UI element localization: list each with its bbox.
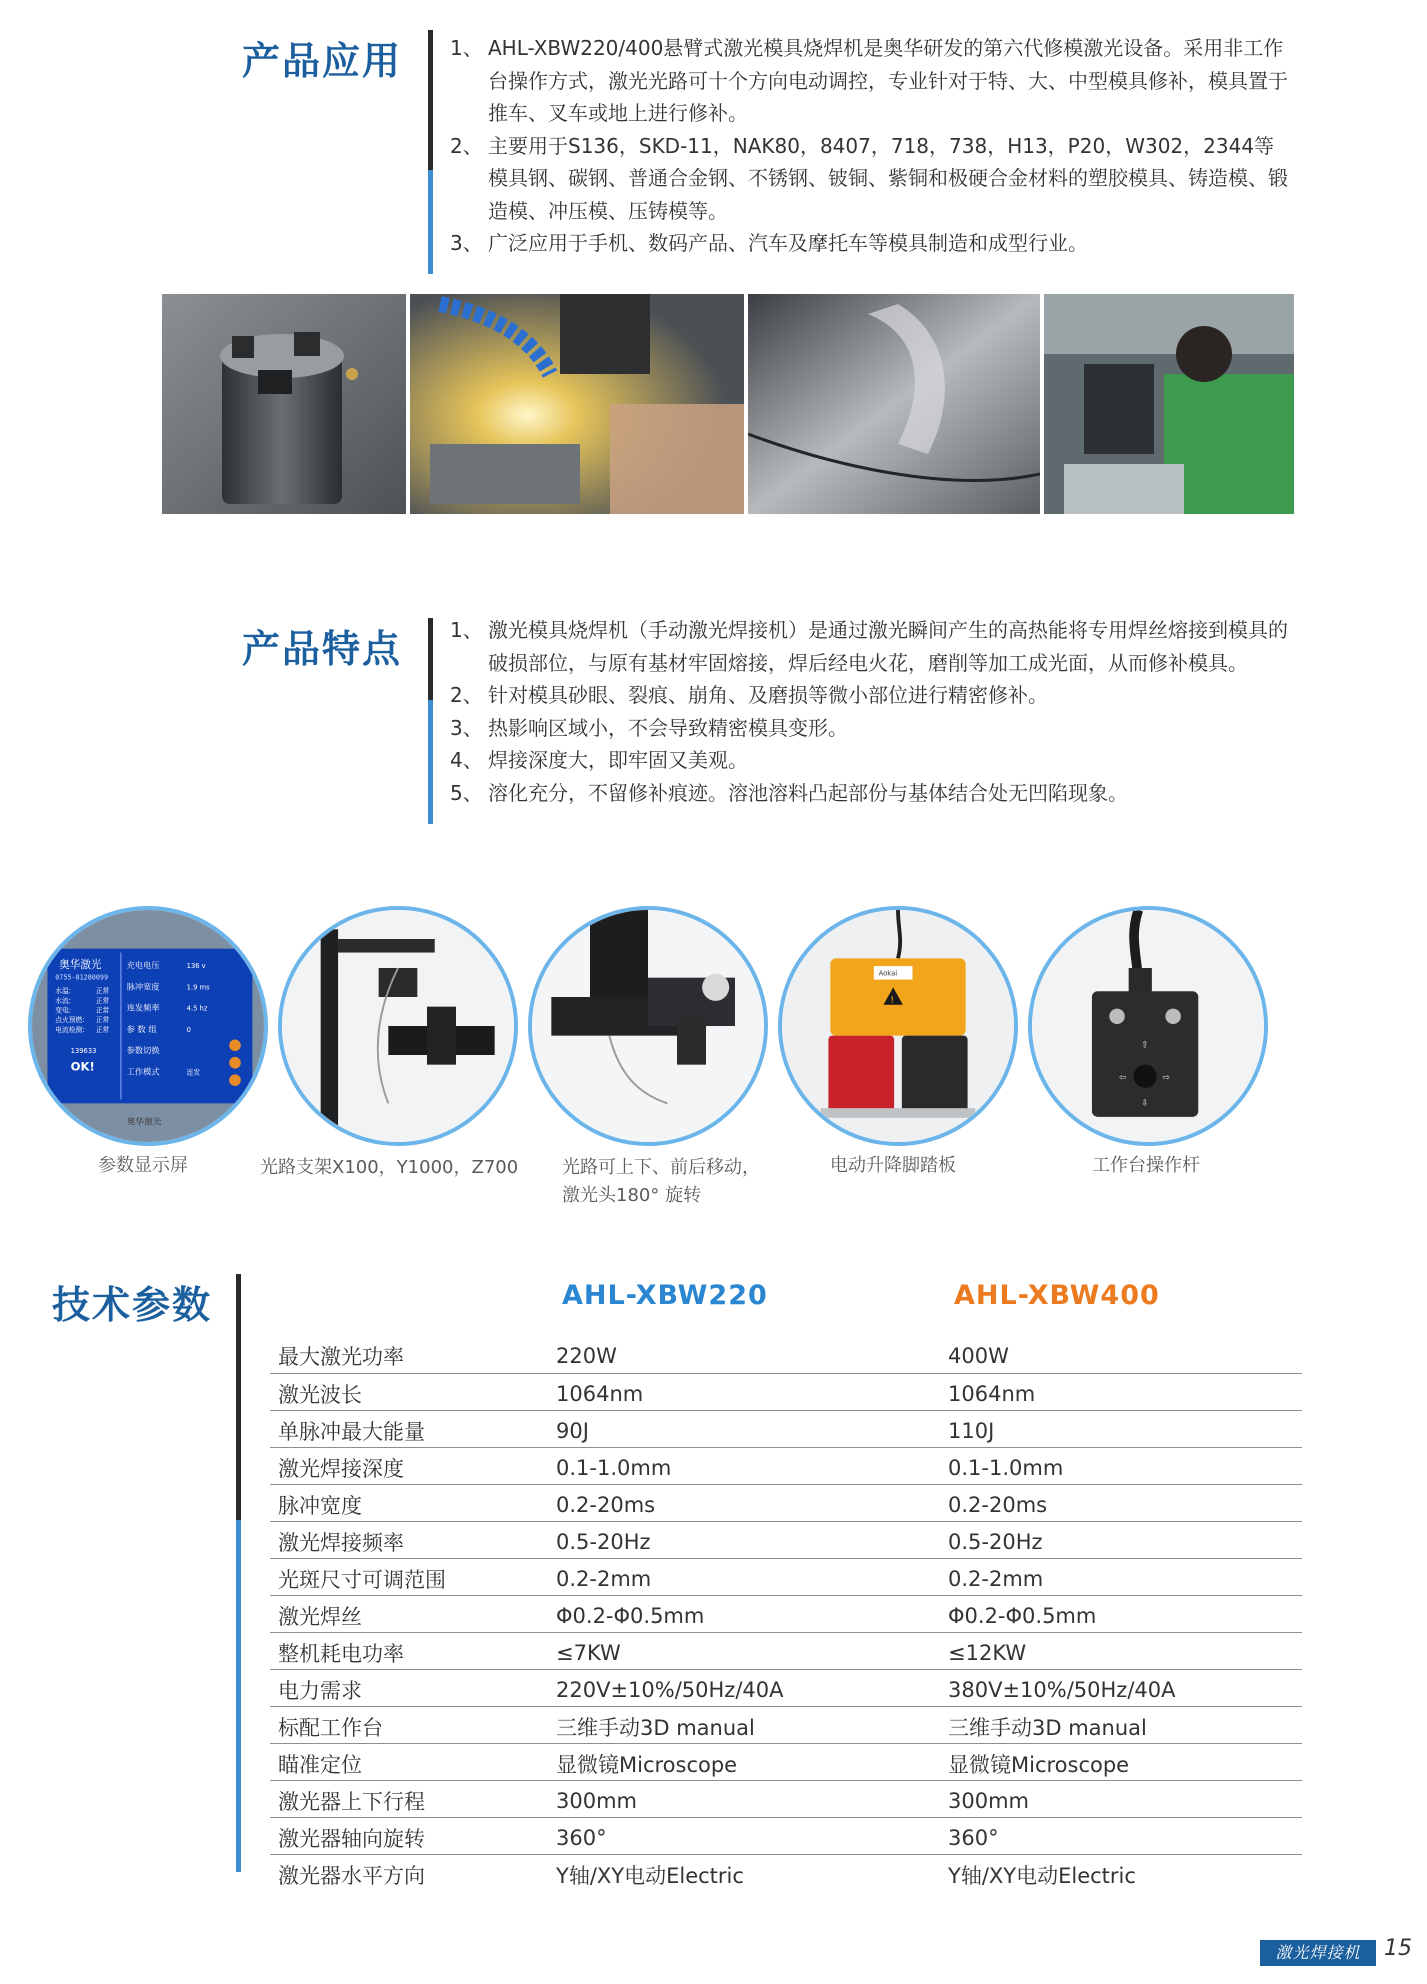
screen-status-value: 正常: [95, 987, 110, 996]
application-list: [450, 32, 1290, 260]
screen-param-label: 脉冲宽度: [126, 981, 160, 992]
spec-param-name: 脉冲宽度: [270, 1484, 556, 1521]
screen-param-value: 0: [186, 1025, 191, 1034]
svg-text:⇦: ⇦: [1119, 1073, 1127, 1084]
table-row: [270, 1632, 1302, 1669]
table-row: [270, 1780, 1302, 1817]
section-title-features: 产品特点: [242, 627, 403, 671]
list-item: [450, 32, 1290, 130]
spec-value-a: 显微镜Microscope: [556, 1743, 948, 1780]
screen-param-value: 1.9 ms: [186, 983, 210, 992]
spec-param-name: 激光焊接深度: [270, 1447, 556, 1484]
list-item-text: 溶化充分，不留修补痕迹。溶池溶料凸起部份与基体结合处无凹陷现象。: [488, 780, 1128, 805]
list-item: [450, 130, 1290, 228]
spec-param-name: 整机耗电功率: [270, 1632, 556, 1669]
list-item-text: 主要用于S136，SKD-11，NAK80，8407，718，738，H13，P20，W302，2344等模具钢、碳钢、普通合金钢、不锈钢、铍铜、紫铜和极硬合金材料的塑胶模具、铸造模、锻造模、冲压模、压铸模等。: [488, 133, 1288, 223]
spec-param-name: 激光器水平方向: [278, 1863, 425, 1888]
screen-status-label: 水流:: [55, 996, 71, 1005]
component-joystick: [1028, 906, 1268, 1146]
table-row: [270, 1336, 1302, 1373]
spec-value-a: 0.2-20ms: [556, 1484, 948, 1521]
spec-value-a: 1064nm: [556, 1373, 948, 1410]
screen-footer-brand: 奥华激光: [126, 1117, 162, 1128]
spec-value-b: Φ0.2-Φ0.5mm: [948, 1595, 1302, 1632]
table-row: [270, 1595, 1302, 1632]
list-item-number: 2、: [450, 133, 483, 158]
spec-value-a: 220W: [556, 1336, 948, 1373]
list-item-text: 针对模具砂眼、裂痕、崩角、及磨损等微小部位进行精密修补。: [488, 683, 1048, 707]
caption-bracket: 光路支架X100，Y1000，Z700: [260, 1157, 519, 1178]
spec-value-a: 300mm: [556, 1780, 948, 1817]
page-number: 15: [1384, 1936, 1412, 1961]
list-item: [450, 744, 1300, 777]
spec-value-b: ≤12KW: [948, 1632, 1302, 1669]
spec-param-name: 激光器轴向旋转: [270, 1817, 556, 1854]
list-item-number: 5、: [450, 780, 483, 805]
spec-value-a: 0.2-2mm: [556, 1558, 948, 1595]
photo-mold-part: [162, 294, 406, 514]
table-row: [270, 1521, 1302, 1558]
spec-value-b: 300mm: [948, 1780, 1302, 1817]
photo-operator: [1044, 294, 1294, 514]
list-item-number: 1、: [450, 36, 483, 60]
spec-value-b: 1064nm: [948, 1373, 1302, 1410]
spec-value-a: 三维手动3D manual: [556, 1706, 948, 1743]
spec-value-b: 0.2-20ms: [948, 1484, 1302, 1521]
spec-value-b: 400W: [948, 1336, 1302, 1373]
list-item-text: 热影响区域小，不会导致精密模具变形。: [488, 715, 848, 740]
svg-text:⇧: ⇧: [1141, 1040, 1149, 1051]
screen-param-value: 4.5 hz: [186, 1004, 208, 1013]
list-item-text: AHL-XBW220/400悬臂式激光模具烧焊机是奥华研发的第六代修模激光设备。采用非工作台操作方式，激光光路可十个方向电动调控，专业针对于特、大、中型模具修补，模具置于推车、叉车或地上进行修补。: [488, 36, 1288, 125]
list-item: [450, 227, 1290, 260]
spec-value-b: Y轴/XY电动Electric: [948, 1863, 1136, 1888]
screen-param-value: 连发: [186, 1068, 201, 1077]
photo-laser-welding: [410, 294, 744, 514]
list-item-number: 3、: [450, 715, 483, 740]
table-row: [270, 1817, 1302, 1854]
section-divider: [428, 618, 433, 824]
features-list: [450, 614, 1300, 809]
model-header-a: AHL-XBW220: [562, 1280, 768, 1311]
section-title-specs: 技术参数: [52, 1283, 213, 1327]
screen-status-value: 正常: [95, 996, 110, 1005]
list-item: [450, 614, 1300, 679]
spec-value-a: 360°: [556, 1817, 948, 1854]
screen-phone: 0755-81280099: [55, 973, 109, 982]
section-divider: [428, 30, 433, 274]
list-item-number: 2、: [450, 683, 483, 707]
table-row: [270, 1373, 1302, 1410]
spec-value-b: 显微镜Microscope: [948, 1743, 1302, 1780]
section-divider: [236, 1274, 241, 1872]
spec-param-name: 光斑尺寸可调范围: [270, 1558, 556, 1595]
spec-param-name: 瞄准定位: [270, 1743, 556, 1780]
spec-value-a: 0.5-20Hz: [556, 1521, 948, 1558]
list-item-number: 4、: [450, 748, 483, 772]
list-item: [450, 777, 1300, 810]
spec-value-a: ≤7KW: [556, 1632, 948, 1669]
screen-status-label: 点火预燃:: [55, 1016, 85, 1025]
table-row: [270, 1447, 1302, 1484]
spec-value-b: 0.2-2mm: [948, 1558, 1302, 1595]
spec-table: [270, 1336, 1302, 1891]
spec-param-name: 激光焊丝: [270, 1595, 556, 1632]
list-item: [450, 679, 1300, 712]
caption-joystick: 工作台操作杆: [1092, 1155, 1200, 1176]
spec-value-b: 380V±10%/50Hz/40A: [948, 1669, 1302, 1706]
table-row: [270, 1854, 1302, 1891]
spec-value-b: 0.5-20Hz: [948, 1521, 1302, 1558]
spec-value-b: 360°: [948, 1817, 1302, 1854]
list-item: [450, 712, 1300, 745]
screen-param-value: 136 v: [186, 962, 206, 970]
screen-code: 139633: [70, 1047, 97, 1056]
spec-param-name: 电力需求: [270, 1669, 556, 1706]
table-row: [270, 1743, 1302, 1780]
screen-status-label: 电流检测:: [55, 1025, 85, 1034]
screen-status-value: 正常: [95, 1006, 110, 1015]
spec-param-name: 激光波长: [270, 1373, 556, 1410]
spec-value-a: Y轴/XY电动Electric: [556, 1863, 744, 1888]
component-foot-pedal: [778, 906, 1018, 1146]
screen-status-value: 正常: [95, 1025, 110, 1034]
table-row: [270, 1484, 1302, 1521]
caption-foot-pedal: 电动升降脚踏板: [830, 1155, 956, 1176]
spec-param-name: 单脉冲最大能量: [270, 1410, 556, 1447]
table-row: [270, 1410, 1302, 1447]
list-item-text: 激光模具烧焊机（手动激光焊接机）是通过激光瞬间产生的高热能将专用焊丝熔接到模具的破损部位，与原有基材牢固熔接，焊后经电火花，磨削等加工成光面，从而修补模具。: [488, 618, 1288, 675]
spec-param-name: 最大激光功率: [270, 1336, 556, 1373]
list-item-number: 3、: [450, 231, 483, 255]
svg-text:⇩: ⇩: [1141, 1098, 1149, 1109]
screen-status-label: 水温:: [55, 987, 71, 996]
spec-value-b: 三维手动3D manual: [948, 1706, 1302, 1743]
component-display-screen: [28, 906, 268, 1146]
screen-brand: 奥华激光: [59, 958, 102, 971]
screen-status-value: 正常: [95, 1016, 110, 1025]
screen-param-label: 参数切换: [126, 1045, 160, 1056]
component-light-path-bracket: [278, 906, 518, 1146]
spec-param-name: 激光焊接频率: [270, 1521, 556, 1558]
list-item-text: 焊接深度大，即牢固又美观。: [488, 748, 748, 772]
spec-param-name: 标配工作台: [270, 1706, 556, 1743]
spec-value-b: 0.1-1.0mm: [948, 1447, 1302, 1484]
photo-mold-surface: [748, 294, 1040, 514]
model-header-b: AHL-XBW400: [954, 1280, 1160, 1311]
screen-ok: OK!: [70, 1059, 95, 1074]
screen-param-label: 工作模式: [126, 1066, 160, 1077]
component-laser-head: [528, 906, 768, 1146]
spec-value-b: 110J: [948, 1410, 1302, 1447]
caption-display-screen: 参数显示屏: [98, 1155, 188, 1176]
screen-param-label: 充电电压: [126, 960, 160, 970]
caption-laser-head: 光路可上下、前后移动， 激光头180° 旋转: [562, 1157, 760, 1206]
spec-value-a: 90J: [556, 1410, 948, 1447]
pedal-warning-icon: !: [890, 994, 895, 1006]
svg-text:⇨: ⇨: [1162, 1073, 1170, 1084]
spec-value-a: Φ0.2-Φ0.5mm: [556, 1595, 948, 1632]
table-row: [270, 1669, 1302, 1706]
table-row: [270, 1558, 1302, 1595]
screen-param-label: 参 数 组: [126, 1023, 157, 1034]
pedal-brand: Aokai: [878, 969, 898, 978]
screen-status-label: 变电:: [55, 1006, 71, 1015]
spec-param-name: 激光器上下行程: [270, 1780, 556, 1817]
screen-param-label: 连发频率: [126, 1002, 160, 1013]
spec-value-a: 0.1-1.0mm: [556, 1447, 948, 1484]
footer-tag: 激光焊接机: [1260, 1940, 1376, 1966]
list-item-text: 广泛应用于手机、数码产品、汽车及摩托车等模具制造和成型行业。: [488, 231, 1088, 255]
list-item-number: 1、: [450, 618, 483, 642]
table-row: [270, 1706, 1302, 1743]
spec-value-a: 220V±10%/50Hz/40A: [556, 1669, 948, 1706]
section-title-application: 产品应用: [242, 39, 403, 83]
